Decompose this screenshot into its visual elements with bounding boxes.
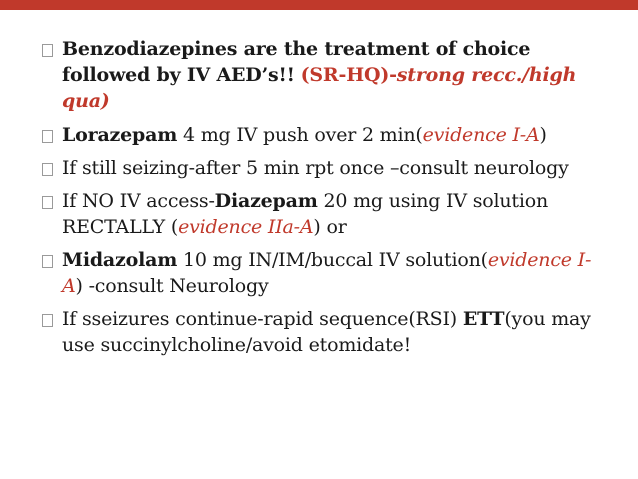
bullet-marker-icon: [42, 196, 53, 209]
bullet-benzodiazepines: [40, 36, 600, 114]
trailing-text: (you may use succinylcholine/avoid etomidate!: [62, 308, 591, 356]
drug-name-midazolam: Midazolam: [62, 249, 178, 271]
bullet-marker-icon: [42, 44, 53, 57]
bullet-marker-icon: [42, 314, 53, 327]
drug-name-diazepam: Diazepam: [214, 190, 318, 212]
bullet-lorazepam: [40, 122, 600, 148]
evidence-level: evidence IIa-A: [178, 216, 314, 238]
slide-content: [0, 24, 638, 464]
top-accent-bar: [0, 0, 638, 10]
recommendation-code: (SR-HQ)-: [300, 64, 397, 86]
ett-abbreviation: ETT: [462, 308, 505, 330]
bullet-still-seizing: [40, 155, 600, 181]
bullet-midazolam: [40, 247, 600, 299]
dosage-text: 10 mg IN/IM/buccal IV solution(: [177, 249, 488, 271]
trailing-text: ) -consult Neurology: [75, 275, 269, 297]
bullet-marker-icon: [42, 163, 53, 176]
dosage-text: 4 mg IV push over 2 min(: [177, 124, 423, 146]
bullet-text: If NO IV access-: [62, 190, 215, 212]
bullet-marker-icon: [42, 130, 53, 143]
closing-paren: ): [539, 124, 547, 146]
bullet-diazepam: [40, 188, 600, 240]
dosage-text: 20 mg using IV solution RECTALLY (: [62, 190, 548, 238]
evidence-level: evidence I-A: [62, 249, 592, 297]
evidence-level: evidence I-A: [422, 124, 540, 146]
bullet-text: If still seizing-after 5 min rpt once –consult neurology: [62, 157, 569, 179]
bullet-text-bold: Benzodiazepines are the treatment of choice followed by IV AED’s!!: [62, 38, 531, 86]
trailing-text: ) or: [313, 216, 347, 238]
bullet-text: If sseizures continue-rapid sequence(RSI): [62, 308, 463, 330]
bullet-marker-icon: [42, 255, 53, 268]
bullet-rsi-ett: [40, 306, 600, 358]
drug-name-lorazepam: Lorazepam: [62, 124, 178, 146]
recommendation-strength: strong recc./high qua): [62, 64, 577, 112]
